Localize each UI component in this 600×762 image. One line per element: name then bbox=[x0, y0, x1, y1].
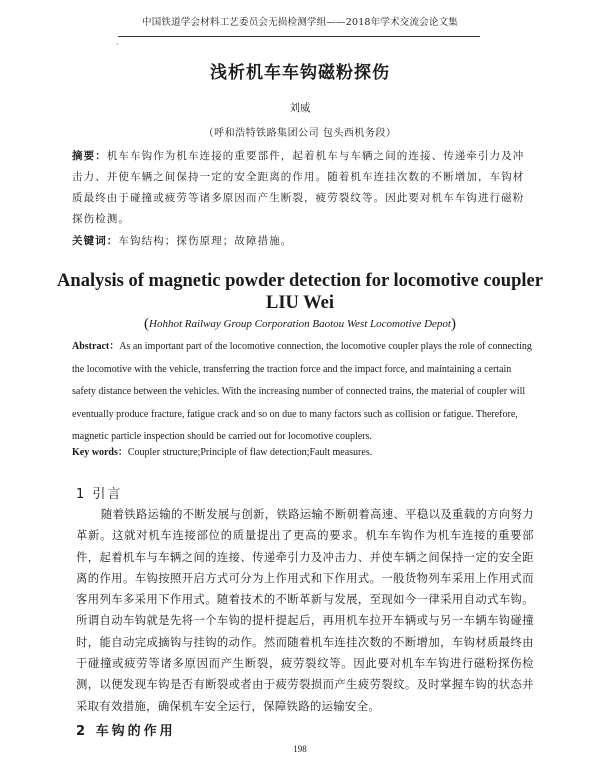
section-1-heading: 1 引言 bbox=[76, 487, 123, 502]
chinese-title: 浅析机车车钩磁粉探伤 bbox=[210, 63, 390, 83]
chinese-keywords-label: 关键词： bbox=[72, 235, 119, 247]
english-keywords-label: Key words： bbox=[72, 447, 128, 458]
chinese-keywords bbox=[72, 233, 532, 248]
header-rule bbox=[118, 36, 480, 37]
header-dot: · bbox=[116, 40, 119, 49]
page-number: 198 bbox=[293, 744, 307, 754]
english-keywords bbox=[72, 443, 534, 458]
chinese-abstract bbox=[72, 146, 532, 230]
chinese-keywords-text: 车钩结构；探伤原理；故障措施。 bbox=[118, 235, 293, 247]
english-affiliation bbox=[0, 316, 600, 333]
chinese-author: 刘威 bbox=[289, 102, 311, 114]
english-abstract-text: As an important part of the locomotive connection, the locomotive coupler plays the role of connecting the locomotive with the vehicle, transferring the traction force and the impact force, and maintaining a certain safety distance between the vehicles. With the increasing number of connected trains, the material of coupler will eventually produce fracture, fatigue crack and so on due to many factors such as collision or fatigue. Therefore, magnetic particle inspection should be carried out for locomotive couplers. bbox=[72, 341, 532, 442]
english-affiliation-text: Hohhot Railway Group Corporation Baotou West Locomotive Depot bbox=[149, 318, 451, 330]
english-title: Analysis of magnetic powder detection for locomotive coupler bbox=[57, 271, 543, 291]
english-abstract bbox=[72, 336, 534, 449]
chinese-affiliation: （呼和浩特铁路集团公司 包头西机务段） bbox=[203, 128, 397, 139]
section-1-paragraph: 随着铁路运输的不断发展与创新，铁路运输不断朝着高速、平稳以及重载的方向努力革新。这就对机车连接部位的质量提出了更高的要求。机车车钩作为机车连接的重要部件，起着机车与车辆之间的连接、传递牵引力及冲击力、并使车辆之间保持一定的安全距离的作用。车钩按照开启方式可分为上作用式和下作用式。一般货物列车采用上作用式而客用列车多采用下作用式。随着技术的不断革新与发展，至现如今一律采用自动式车钩。所谓自动车钩就是先将一个车钩的提杆提起后，再用机车拉开车辆或与另一车辆车钩碰撞时，能自动完成摘钩与挂钩的动作。然而随着机车连挂次数的不断增加，车钩材质最终由于碰撞或疲劳等诸多原因而产生断裂，疲劳裂纹等。因此要对机车车钩进行磁粉探伤检测，以便发现车钩是否有断裂或者由于疲劳裂损而产生疲劳裂纹。及时掌握车钩的状态并采取有效措施，确保机车安全运行，保障铁路的运输安全。 bbox=[76, 508, 534, 713]
english-keywords-text: Coupler structure;Principle of flaw detection;Fault measures. bbox=[127, 447, 373, 458]
affiliation-open-paren: ( bbox=[144, 316, 149, 332]
english-abstract-label: Abstract： bbox=[72, 341, 120, 352]
affiliation-close-paren: ) bbox=[450, 316, 456, 332]
chinese-abstract-label: 摘要： bbox=[72, 150, 107, 162]
english-author: LIU Wei bbox=[265, 293, 335, 313]
running-header: 中国铁道学会材料工艺委员会无损检测学组——2018年学术交流会论文集 bbox=[142, 17, 458, 28]
section-2-heading: 2 车钩的作用 bbox=[76, 724, 176, 739]
chinese-abstract-text: 机车车钩作为机车连接的重要部件，起着机车与车辆之间的连接、传递牵引力及冲击力、并使车辆之间保持一定的安全距离的作用。随着机车连挂次数的不断增加，车钩材质最终由于碰撞或疲劳等诸多原因而产生断裂，疲劳裂纹等。因此要对机车车钩进行磁粉探伤检测。 bbox=[72, 150, 525, 225]
